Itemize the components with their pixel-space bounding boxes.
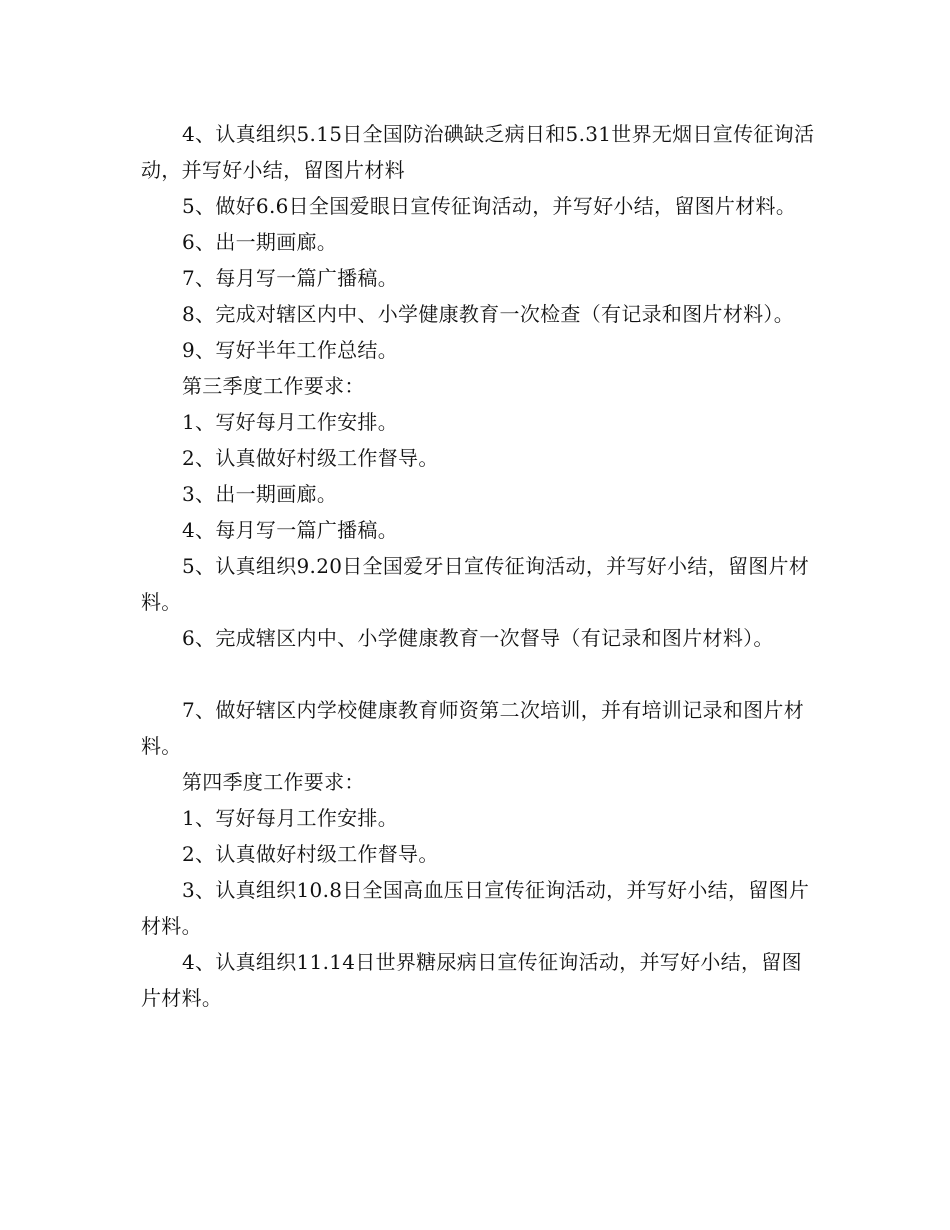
paragraph-q3-item-6: 6、完成辖区内中、小学健康教育一次督导（有记录和图片材料）。 — [182, 626, 774, 650]
paragraph-q3-item-5: 5、认真组织9.20日全国爱牙日宣传征询活动，并写好小结，留图片材料。 — [141, 554, 810, 614]
section-heading-q4: 第四季度工作要求： — [182, 770, 365, 794]
paragraph-q2-item-4: 4、认真组织5.15日全国防治碘缺乏病日和5.31世界无烟日宣传征询活动，并写好小结，留图片材料 — [141, 122, 815, 182]
paragraph-q2-item-8: 8、完成对辖区内中、小学健康教育一次检查（有记录和图片材料）。 — [182, 302, 795, 326]
paragraph-q3-item-4: 4、每月写一篇广播稿。 — [182, 518, 399, 542]
paragraph-q2-item-9: 9、写好半年工作总结。 — [182, 338, 399, 362]
paragraph-q3-item-2: 2、认真做好村级工作督导。 — [182, 446, 439, 470]
paragraph-q2-item-6: 6、出一期画廊。 — [182, 230, 338, 254]
paragraph-q4-item-3: 3、认真组织10.8日全国高血压日宣传征询活动，并写好小结，留图片材料。 — [141, 878, 810, 938]
section-heading-q3: 第三季度工作要求： — [182, 374, 365, 398]
paragraph-q3-item-7: 7、做好辖区内学校健康教育师资第二次培训，并有培训记录和图片材料。 — [141, 698, 805, 758]
paragraph-q2-item-5: 5、做好6.6日全国爱眼日宣传征询活动，并写好小结，留图片材料。 — [182, 194, 797, 218]
document-body — [141, 116, 821, 1016]
paragraph-q4-item-2: 2、认真做好村级工作督导。 — [182, 842, 439, 866]
paragraph-q3-item-1: 1、写好每月工作安排。 — [182, 410, 399, 434]
paragraph-spacer — [141, 656, 821, 692]
paragraph-q3-item-3: 3、出一期画廊。 — [182, 482, 338, 506]
paragraph-q4-item-4: 4、认真组织11.14日世界糖尿病日宣传征询活动，并写好小结，留图片材料。 — [141, 950, 802, 1010]
paragraph-q4-item-1: 1、写好每月工作安排。 — [182, 806, 399, 830]
paragraph-q2-item-7: 7、每月写一篇广播稿。 — [182, 266, 399, 290]
